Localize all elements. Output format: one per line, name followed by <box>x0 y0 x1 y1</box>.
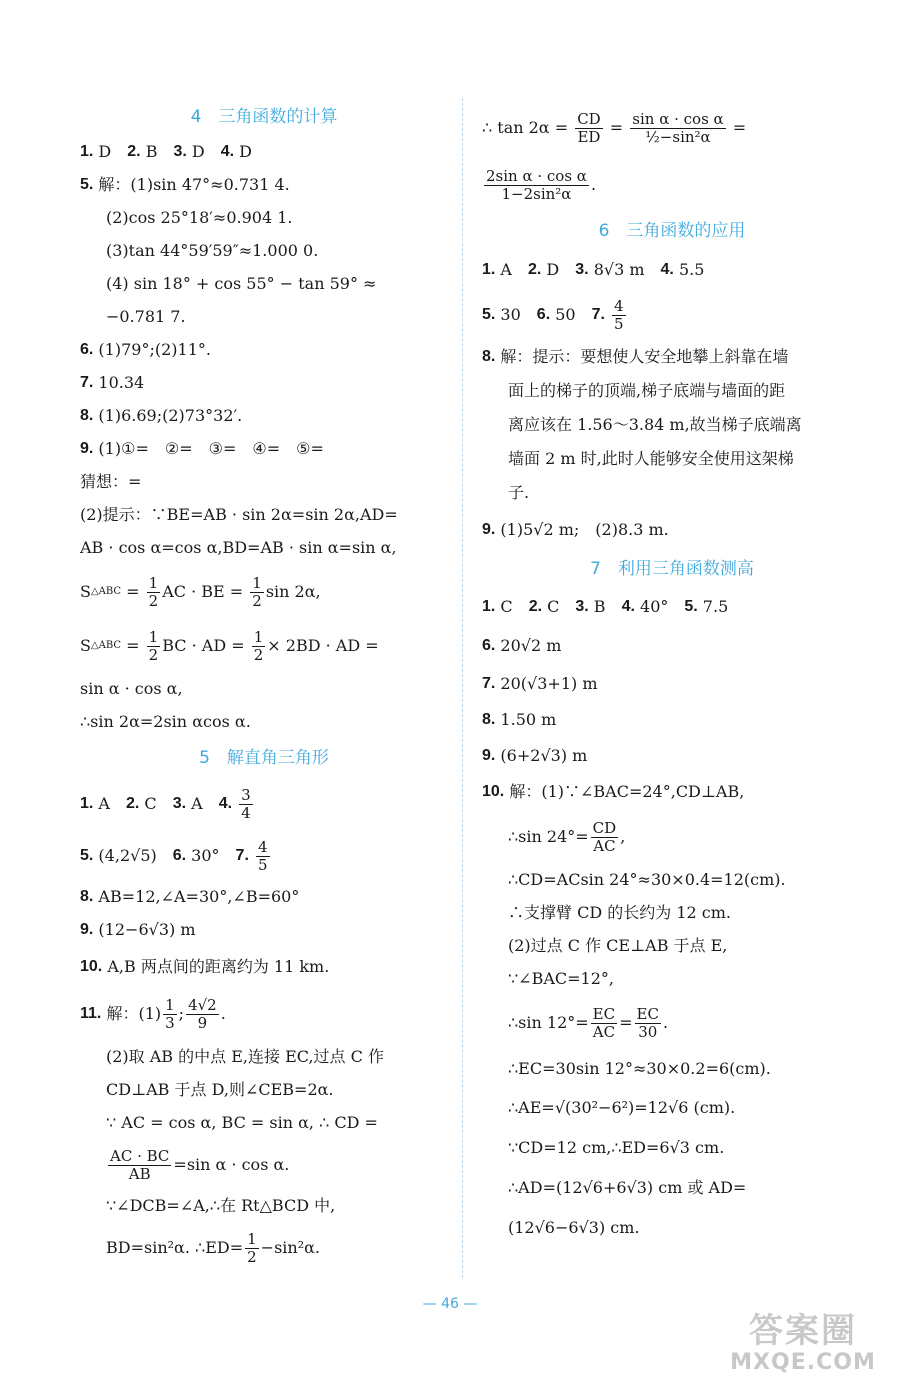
answer-line <box>482 774 862 810</box>
answer-text: 解：(1)∵∠BAC=24°,CD⊥AB, <box>504 781 745 801</box>
answer-text: B <box>140 142 174 162</box>
answer-text: , <box>620 826 626 846</box>
answer-line <box>482 158 862 212</box>
fraction <box>245 1231 259 1265</box>
answer-line <box>80 532 448 565</box>
answer-text: AB=12,∠A=30°,∠B=60° <box>93 887 300 907</box>
answer-line <box>80 400 448 433</box>
fraction <box>239 787 253 821</box>
answer-text: A,B 两点间的距离约为 11 km. <box>102 956 330 976</box>
answer-line <box>482 1128 862 1168</box>
fraction <box>591 1006 617 1040</box>
fraction <box>591 820 619 854</box>
answer-text: ∴支撑臂 CD 的长约为 12 cm. <box>508 903 731 923</box>
answer-text: ∴CD=ACsin 24°≈30×0.4=12(cm). <box>508 870 786 890</box>
answer-line <box>80 235 448 268</box>
question-number: 11. <box>80 1004 102 1022</box>
fraction-denominator: 2 <box>252 591 262 610</box>
answer-line <box>80 367 448 400</box>
answer-line <box>80 914 448 947</box>
answer-line <box>482 626 862 666</box>
question-number: 8. <box>80 888 94 906</box>
answer-text: D <box>541 259 576 279</box>
fraction <box>630 111 725 145</box>
answer-text: = <box>727 117 747 137</box>
answer-text: sin α · cos α, <box>80 679 183 699</box>
question-number: 10. <box>80 957 103 975</box>
answer-text: ∴sin 24°= <box>508 826 589 846</box>
fraction <box>250 575 264 609</box>
answer-text: 10.34 <box>93 373 145 393</box>
answer-text: . <box>662 1012 669 1032</box>
answer-line <box>80 1190 448 1223</box>
answer-text: 解：(1)sin 47°≈0.731 4. <box>93 175 290 195</box>
question-number: 1. <box>482 260 496 278</box>
answer-line <box>482 897 862 930</box>
area-symbol: S <box>80 635 91 655</box>
answer-text <box>249 847 254 865</box>
answer-line <box>482 442 862 476</box>
answer-text: (6+2√3) m <box>495 745 588 765</box>
answer-line <box>482 98 862 158</box>
answer-text: (1)79°;(2)11°. <box>93 340 211 360</box>
answer-text: ; <box>178 1003 185 1023</box>
answer-text: (12√6−6√3) cm. <box>508 1217 640 1237</box>
question-number: 8. <box>482 710 496 728</box>
answer-text: 8√3 m <box>588 259 661 279</box>
answer-text: BC · AD = <box>162 635 250 655</box>
question-number: 5. <box>482 305 496 323</box>
fraction-numerator: 3 <box>241 786 251 804</box>
answer-line <box>80 268 448 301</box>
answer-line <box>80 169 448 202</box>
answer-line <box>80 1074 448 1107</box>
area-symbol: S <box>80 581 91 601</box>
answer-text: 墙面 2 m 时,此时人能够安全使用这架梯 <box>508 448 794 468</box>
left-column <box>80 98 448 1273</box>
fraction-denominator: 2 <box>247 1247 257 1266</box>
answer-text: C <box>495 596 529 616</box>
answer-line <box>80 433 448 466</box>
question-number: 9. <box>482 746 496 764</box>
answer-text: ∴AE=√(30²−6²)=12√6 (cm). <box>508 1097 736 1117</box>
answer-line <box>482 340 862 374</box>
fraction-numerator: 4 <box>257 838 268 856</box>
question-number: 7. <box>482 674 496 692</box>
fraction <box>575 111 603 145</box>
answer-text: = <box>619 1012 633 1032</box>
section-heading: 4 三角函数的计算 <box>190 107 338 127</box>
answer-line <box>482 930 862 963</box>
answer-text: 40° <box>634 596 685 616</box>
fraction-numerator: sin α · cos α <box>632 110 724 128</box>
answer-text: (4) sin 18° + cos 55° − tan 59° ≈ <box>106 274 377 294</box>
question-number: 7. <box>80 374 94 392</box>
answer-text: (12−6√3) m <box>93 920 196 940</box>
question-number: 6. <box>536 305 551 323</box>
answer-text: ∴ tan 2α = <box>482 117 574 137</box>
answer-line <box>80 706 448 739</box>
question-number: 3. <box>575 260 589 278</box>
answer-line <box>482 510 862 550</box>
answer-text: (1)6.69;(2)73°32′. <box>93 406 243 426</box>
answer-text: −sin²α. <box>260 1237 320 1257</box>
fraction-denominator: 9 <box>197 1013 208 1032</box>
answer-line <box>80 466 448 499</box>
answer-text: CD⊥AB 于点 D,则∠CEB=2α. <box>106 1080 334 1100</box>
answer-line <box>80 1223 448 1273</box>
answer-text: 7.5 <box>697 596 729 616</box>
answer-text: 离应该在 1.56～3.84 m,故当梯子底端离 <box>508 414 802 434</box>
question-number: 7. <box>235 846 249 864</box>
answer-text: (2)取 AB 的中点 E,连接 EC,过点 C 作 <box>106 1047 384 1067</box>
fraction-denominator: 2 <box>148 591 159 610</box>
answer-text: ∴sin 12°= <box>508 1012 589 1032</box>
answer-text: 1.50 m <box>495 709 557 729</box>
answer-text: (2)cos 25°18′≈0.904 1. <box>106 208 293 228</box>
answer-text: D <box>234 142 252 162</box>
answer-text: −0.781 7. <box>106 307 186 327</box>
answer-line <box>80 987 448 1041</box>
question-number: 1. <box>80 143 94 161</box>
answer-line <box>482 1208 862 1248</box>
question-number: 9. <box>80 440 94 458</box>
fraction-denominator: 1−2sin²α <box>501 184 572 203</box>
answer-line <box>80 136 448 169</box>
answer-line <box>80 565 448 619</box>
fraction-numerator: CD <box>592 819 617 837</box>
answer-text: AC · BE = <box>162 581 249 601</box>
answer-text: 5.5 <box>673 259 705 279</box>
answer-line <box>482 1088 862 1128</box>
fraction-numerator: EC <box>636 1005 659 1023</box>
fraction-numerator: 1 <box>148 574 159 592</box>
fraction-denominator: AC <box>593 836 616 855</box>
question-number: 5. <box>80 846 94 864</box>
fraction-denominator: 4 <box>241 803 251 822</box>
answer-text: 20(√3+1) m <box>495 673 598 693</box>
answer-text: C <box>542 596 576 616</box>
answer-text: (1)①= ②= ③= ④= ⑤= <box>93 439 324 459</box>
answer-text: B <box>588 596 622 616</box>
question-number: 3. <box>173 143 187 161</box>
answer-text: A <box>186 793 219 813</box>
answer-text: BD=sin²α. ∴ED= <box>106 1237 244 1257</box>
fraction-denominator: AB <box>128 1164 151 1183</box>
fraction-numerator: 1 <box>165 996 175 1014</box>
answer-line <box>80 334 448 367</box>
answer-text: ∴AD=(12√6+6√3) cm 或 AD= <box>508 1177 747 1197</box>
watermark-logo <box>718 1312 888 1382</box>
fraction-numerator: 1 <box>247 1230 257 1248</box>
answer-line <box>80 1041 448 1074</box>
answer-line <box>482 702 862 738</box>
fraction-denominator: AC <box>592 1022 616 1041</box>
fraction-denominator: 5 <box>257 855 268 874</box>
answer-line <box>80 619 448 673</box>
fraction-numerator: 4 <box>614 297 624 315</box>
question-number: 1. <box>482 597 496 615</box>
answer-line <box>482 666 862 702</box>
fraction-denominator: 3 <box>165 1013 175 1032</box>
answer-line <box>482 290 862 340</box>
section-heading: 6 三角函数的应用 <box>598 221 746 241</box>
fraction <box>147 575 161 609</box>
fraction <box>252 629 266 663</box>
fraction <box>147 629 161 663</box>
answer-text: 20√2 m <box>495 635 562 655</box>
fraction-numerator: 1 <box>253 628 264 646</box>
answer-text: ∴EC=30sin 12°≈30×0.2=6(cm). <box>508 1058 771 1078</box>
answer-text: × 2BD · AD = <box>267 635 379 655</box>
answer-line <box>482 476 862 510</box>
question-number: 5. <box>80 176 94 194</box>
question-number: 8. <box>482 347 496 365</box>
fraction-numerator: 2sin α · cos α <box>486 167 587 185</box>
answer-line <box>482 588 862 626</box>
question-number: 3. <box>172 794 187 812</box>
answer-text: ∵CD=12 cm,∴ED=6√3 cm. <box>508 1137 725 1157</box>
answer-text: 解：提示：要想使人安全地攀上斜靠在墙 <box>495 346 789 366</box>
answer-line <box>80 831 448 881</box>
fraction-numerator: AC · BC <box>110 1147 170 1165</box>
answer-text: = <box>121 635 145 655</box>
column-divider <box>462 98 463 1278</box>
answer-text: = <box>604 117 629 137</box>
question-number: 2. <box>528 260 542 278</box>
question-number: 4. <box>621 597 635 615</box>
fraction-numerator: 4√2 <box>188 996 217 1014</box>
area-subscript: △ABC <box>90 640 122 652</box>
answer-text: A <box>93 793 126 813</box>
watermark-bottom: MXQE.COM <box>730 1350 876 1375</box>
question-number: 1. <box>80 794 94 812</box>
question-number: 9. <box>482 520 496 538</box>
fraction-denominator: 5 <box>614 314 624 333</box>
answer-text: ∵∠DCB=∠A,∴在 Rt△BCD 中, <box>106 1196 336 1216</box>
answer-text: . <box>590 174 597 194</box>
question-number: 7. <box>591 305 605 323</box>
fraction-denominator: 30 <box>638 1022 658 1041</box>
question-number: 4. <box>218 794 233 812</box>
question-number: 8. <box>80 407 94 425</box>
answer-text: (4,2√5) <box>93 845 173 865</box>
question-number: 5. <box>684 597 698 615</box>
answer-text: 30° <box>186 845 236 865</box>
section-heading: 5 解直角三角形 <box>199 748 329 768</box>
answer-text: 猜想：= <box>80 472 142 492</box>
answer-line <box>482 864 862 897</box>
answer-text: (2)过点 C 作 CE⊥AB 于点 E, <box>508 936 728 956</box>
answer-text <box>605 306 610 324</box>
question-number: 9. <box>80 921 94 939</box>
fraction <box>484 168 589 202</box>
fraction <box>163 997 177 1031</box>
page-number: — 46 — <box>422 1296 478 1312</box>
answer-text: D <box>93 142 128 162</box>
answer-line <box>80 202 448 235</box>
question-number: 2. <box>127 143 141 161</box>
answer-line <box>482 250 862 290</box>
answer-text: 面上的梯子的顶端,梯子底端与墙面的距 <box>508 380 786 400</box>
question-number: 6. <box>482 636 496 654</box>
answer-line <box>482 1168 862 1208</box>
answer-text: C <box>139 793 173 813</box>
watermark-top: 答案圈 <box>749 1311 857 1351</box>
answer-text: 子. <box>508 482 530 502</box>
fraction-denominator: ED <box>577 127 601 146</box>
fraction <box>256 839 270 873</box>
answer-line <box>80 947 448 987</box>
question-number: 10. <box>482 782 505 800</box>
answer-text: 30 <box>495 304 537 324</box>
answer-line <box>482 374 862 408</box>
answer-text: AB · cos α=cos α,BD=AB · sin α=sin α, <box>80 538 397 558</box>
answer-line <box>80 499 448 532</box>
answer-text: = <box>121 581 145 601</box>
answer-text: (3)tan 44°59′59″≈1.000 0. <box>106 241 319 261</box>
answer-line <box>80 777 448 831</box>
answer-text: . <box>220 1003 226 1023</box>
right-column <box>482 98 862 1248</box>
answer-text: sin 2α, <box>265 581 321 601</box>
question-number: 2. <box>126 794 140 812</box>
answer-line <box>80 1107 448 1140</box>
question-number: 4. <box>220 143 235 161</box>
answer-text: (2)提示：∵BE=AB · sin 2α=sin 2α,AD= <box>80 505 398 525</box>
answer-line <box>482 738 862 774</box>
question-number: 6. <box>172 846 187 864</box>
answer-line <box>80 881 448 914</box>
fraction-denominator: ½−sin²α <box>645 127 711 146</box>
fraction-denominator: 2 <box>253 645 264 664</box>
fraction <box>612 298 626 332</box>
fraction-numerator: 1 <box>252 574 262 592</box>
fraction-numerator: 1 <box>148 628 159 646</box>
answer-text: ∵∠BAC=12°, <box>508 969 614 989</box>
answer-line <box>482 963 862 996</box>
answer-line <box>80 673 448 706</box>
answer-text: D <box>186 142 221 162</box>
question-number: 6. <box>80 341 94 359</box>
answer-text: 50 <box>550 304 592 324</box>
answer-line <box>482 1050 862 1088</box>
question-number: 3. <box>575 597 589 615</box>
answer-text: ∵ AC = cos α, BC = sin α, ∴ CD = <box>106 1113 378 1133</box>
answer-line <box>482 810 862 864</box>
fraction <box>635 1006 661 1040</box>
fraction-numerator: EC <box>592 1005 616 1023</box>
question-number: 4. <box>660 260 674 278</box>
fraction-denominator: 2 <box>148 645 159 664</box>
answer-text: 解：(1) <box>101 1003 162 1023</box>
answer-text: A <box>495 259 528 279</box>
question-number: 2. <box>528 597 543 615</box>
answer-text: (1)5√2 m; (2)8.3 m. <box>495 519 669 539</box>
answer-line <box>482 408 862 442</box>
answer-line <box>80 1140 448 1190</box>
answer-text: ∴sin 2α=2sin αcos α. <box>80 712 251 732</box>
answer-line <box>80 301 448 334</box>
fraction <box>186 997 219 1031</box>
answer-line <box>482 996 862 1050</box>
fraction-numerator: CD <box>577 110 601 128</box>
answer-text: =sin α · cos α. <box>173 1154 290 1174</box>
section-heading: 7 利用三角函数测高 <box>590 559 754 579</box>
fraction <box>108 1148 171 1182</box>
area-subscript: △ABC <box>90 586 122 598</box>
answer-text <box>232 795 237 813</box>
